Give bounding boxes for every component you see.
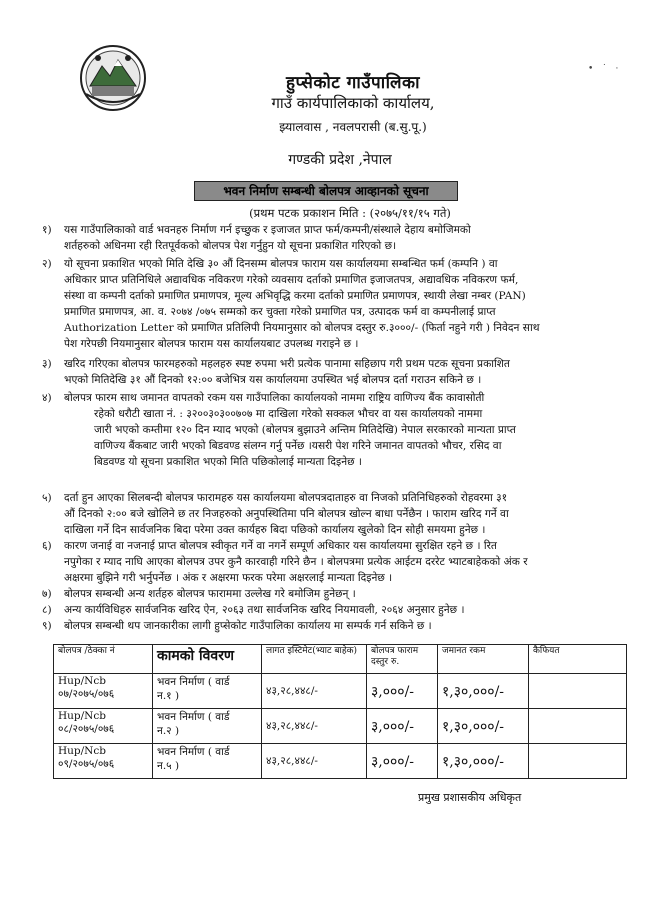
office-name: गाउँ कार्यपालिकाको कार्यालय, [271, 94, 435, 112]
table-row [54, 709, 627, 744]
notice-item-line: औं दिनको २:०० बजे खोलिने छ तर निजहरुको अनुपस्थितिमा पनि बोलपत्र खोल्न बाधा पर्नेछैन । फाराम खरिद गर्ने वा [64, 508, 509, 520]
notice-item-text: बोलपत्र फारम साथ जमानत वापतको रकम यस गाउँपालिका कार्यालयको नाममा राष्ट्रिय वाणिज्य बैंक कावासोती [64, 392, 485, 404]
notice-item-line: दाखिला गर्ने दिन सार्वजनिक बिदा परेमा उक्त कार्यहरु बिदा पछिको कार्यालय खुलेको दिन सोही समयमा हुनेछ । [64, 524, 486, 536]
notice-item-text: खरिद गरिएका बोलपत्र फारमहरुको महलहरु स्पष्ट रुपमा भरी प्रत्येक पानामा सहिछाप गरी प्रथम पटक सूचना प्रकाशित [64, 358, 510, 370]
notice-item [42, 586, 626, 602]
cell-security: १,३०,०००/- [438, 674, 529, 709]
notice-item-text: दर्ता हुन आएका सिलबन्दी बोलपत्र फारामहरु यस कार्यालयमा बोलपत्रदाताहरु वा निजको प्रतिनिधिहरुको रोहवरमा ३१ [64, 492, 508, 504]
notice-item-line: संस्था वा कम्पनी दर्ताको प्रमाणित प्रमाणपत्र, मूल्य अभिवृद्धि करमा दर्ताको प्रमाणित प्रमाणपत्र, स्थायी लेखा नम्बर (PAN) [64, 290, 526, 302]
notice-item-first-line [42, 356, 626, 372]
notice-item-text: बोलपत्र सम्बन्धी थप जानकारीका लागी हुप्सेकोट गाउँपालिका कार्यालय मा सम्पर्क गर्न सकिने छ । [64, 620, 432, 632]
cell-estimate: ४३,२८,४४८/- [262, 674, 367, 709]
notice-item-line: अधिकार प्राप्त प्रतिनिधिले अद्यावधिक नविकरण गरेको व्यवसाय दर्ताको प्रमाणित इजाजतपत्र, अद्यावधिक नविकरण फर्म, [64, 274, 519, 286]
notice-item-line: पेश गरेपछी नियमानुसार बोलपत्र फाराम यस कार्यालयबाट उपलब्ध गराइने छ । [64, 338, 359, 350]
notice-item-first-line [42, 602, 626, 618]
cell-description: भवन निर्माण ( वार्ड न.१ ) [153, 674, 262, 709]
office-address: झ्यालवास , नवलपरासी (ब.सु.पू.) [279, 120, 427, 134]
cell-remarks [529, 709, 627, 744]
cell-estimate: ४३,२८,४४८/- [262, 709, 367, 744]
cell-fee: ३,०००/- [367, 744, 438, 779]
notice-item-line: Authorization Letter को प्रमाणित प्रतिलिपी नियमानुसार को बोलपत्र दस्तुर रु.३०००/- (फिर्ता नहुने गरी ) निवेदन साथ [64, 322, 540, 334]
table-row [54, 744, 627, 779]
notice-item-first-line [42, 538, 626, 554]
cell-estimate: ४३,२८,४४८/- [262, 744, 367, 779]
notice-item-number: २) [42, 258, 52, 270]
notice-item [42, 490, 626, 538]
municipality-emblem-icon [78, 44, 148, 112]
notice-item-first-line [42, 586, 626, 602]
notice-item-text: अन्य कार्यविधिहरु सार्वजनिक खरिद ऐन, २०६३ तथा सार्वजनिक खरिद नियमावली, २०६४ अनुसार हुनेछ । [64, 604, 465, 616]
notice-item [42, 356, 626, 388]
notice-item [42, 390, 626, 470]
scan-specks: • ˙ · [588, 64, 622, 74]
notice-item-first-line [42, 222, 626, 238]
notice-item [42, 222, 626, 254]
notice-item-line: बिडवण्ड यो सूचना प्रकाशित भएको मिति पछिकोलाई मान्यता दिइनेछ । [94, 456, 362, 468]
notice-item-first-line [42, 490, 626, 506]
publish-date-line: (प्रथम पटक प्रकाशन मिति : (२०७५/११/१५ गते) [249, 206, 451, 220]
notice-item-line: जारी भएको कम्तीमा १२० दिन म्याद भएको (बोलपत्र बुझाउने अन्तिम मितिदेखि) नेपाल सरकारको मान्यता प्राप्त [94, 424, 516, 436]
cell-remarks [529, 744, 627, 779]
notice-item-number: ८) [42, 604, 52, 616]
col-header-description: कामको विवरण [153, 645, 262, 674]
notice-item-number: ५) [42, 492, 52, 504]
table-header-row [54, 645, 627, 674]
col-header-estimate: लागत इस्टिमेट(भ्याट बाहेक) [262, 645, 367, 674]
notice-item-text: यस गाउँपालिकाको वार्ड भवनहरु निर्माण गर्न इच्छुक र इजाजत प्राप्त फर्म/कम्पनी/संस्थाले देहाय बमोजिमको [64, 224, 471, 236]
cell-security: १,३०,०००/- [438, 709, 529, 744]
notice-item-line: अक्षरमा बुझिने गरी भर्नुपर्नेछ । अंक र अक्षरमा फरक परेमा अक्षरलाई मान्यता दिइनेछ । [64, 572, 393, 584]
table-row [54, 674, 627, 709]
province-line: गण्डकी प्रदेश ,नेपाल [288, 152, 392, 168]
notice-item-number: ४) [42, 392, 52, 404]
notice-item [42, 618, 626, 634]
cell-bid-no: Hup/Ncb ०७/२०७५/०७६ [54, 674, 153, 709]
notice-item [42, 538, 626, 586]
notice-item-text: कारण जनाई वा नजनाई प्राप्त बोलपत्र स्वीकृत गर्ने वा नगर्ने सम्पूर्ण अधिकार यस कार्यालयमा सुरक्षित रहने छ । रित [64, 540, 497, 552]
notice-title: भवन निर्माण सम्बन्धी बोलपत्र आव्हानको सूचना [194, 181, 458, 201]
cell-bid-no: Hup/Ncb ०९/२०७५/०७६ [54, 744, 153, 779]
notice-item-line: प्रमाणित प्रमाणपत्र, आ. व. २०७४ /०७५ सम्मको कर चुक्ता गरेको प्रमाणित पत्र, उत्पादक फर्म वा कम्पनीलाई प्राप्त [64, 306, 496, 318]
notice-item-line: शर्तहरुको अधिनमा रही रितपूर्वकको बोलपत्र पेश गर्नुहुन यो सूचना प्रकाशित गरिएको छ। [64, 240, 397, 252]
notice-item-number: १) [42, 224, 52, 236]
signature-line: प्रमुख प्रशासकीय अधिकृत [418, 791, 522, 804]
notice-item-line: नपुगेका र म्याद नाघि आएका बोलपत्र उपर कुनै कारवाही गरिने छैन । बोलपत्रमा प्रत्येक आईटम दररेट भ्याटबाहेकको अंक र [64, 556, 528, 568]
cell-description: भवन निर्माण ( वार्ड न.५ ) [153, 744, 262, 779]
cell-remarks [529, 674, 627, 709]
notice-item-line: रहेको धरौटी खाता नं. : ३२००३०३००७०७ मा दाखिला गरेको सक्कल भौचर वा यस कार्यालयको नाममा [94, 408, 483, 420]
cell-bid-no: Hup/Ncb ०८/२०७५/०७६ [54, 709, 153, 744]
bid-table [53, 644, 627, 779]
notice-item-line: भएको मितिदेखि ३१ औं दिनको १२:०० बजेभित्र यस कार्यालयमा उपस्थित भई बोलपत्र दर्ता गराउन सकिने छ । [64, 374, 482, 386]
col-header-bid-no: बोलपत्र /ठेक्का नं [54, 645, 153, 674]
col-header-fee: बोलपत्र फाराम दस्तुर रु. [367, 645, 438, 674]
notice-item [42, 602, 626, 618]
notice-item-number: ७) [42, 588, 52, 600]
org-name: हुप्सेकोट गाउँपालिका [285, 73, 421, 93]
notice-item-first-line [42, 618, 626, 634]
col-header-security: जमानत रकम [438, 645, 529, 674]
cell-description: भवन निर्माण ( वार्ड न.२ ) [153, 709, 262, 744]
notice-item-text: यो सूचना प्रकाशित भएको मिति देखि ३० औं दिनसम्म बोलपत्र फाराम यस कार्यालयमा सम्बन्धित फर्म (कम्पनि ) वा [64, 258, 498, 270]
notice-item-number: ६) [42, 540, 52, 552]
notice-item-number: ९) [42, 620, 52, 632]
notice-item-text: बोलपत्र सम्बन्धी अन्य शर्तहरु बोलपत्र फाराममा उल्लेख गरे बमोजिम हुनेछन् । [64, 588, 356, 600]
notice-item-number: ३) [42, 358, 52, 370]
notice-item-line: वाणिज्य बैंकबाट जारी भएको बिडवण्ड संलग्न गर्नु पर्नेछ ।यसरी पेश गरिने जमानत वापतको भौचर, रसिद वा [94, 440, 502, 452]
cell-security: १,३०,०००/- [438, 744, 529, 779]
notice-item-first-line [42, 390, 626, 406]
cell-fee: ३,०००/- [367, 674, 438, 709]
notice-item [42, 256, 626, 352]
col-header-remarks: कैफियत [529, 645, 627, 674]
notice-item-first-line [42, 256, 626, 272]
cell-fee: ३,०००/- [367, 709, 438, 744]
